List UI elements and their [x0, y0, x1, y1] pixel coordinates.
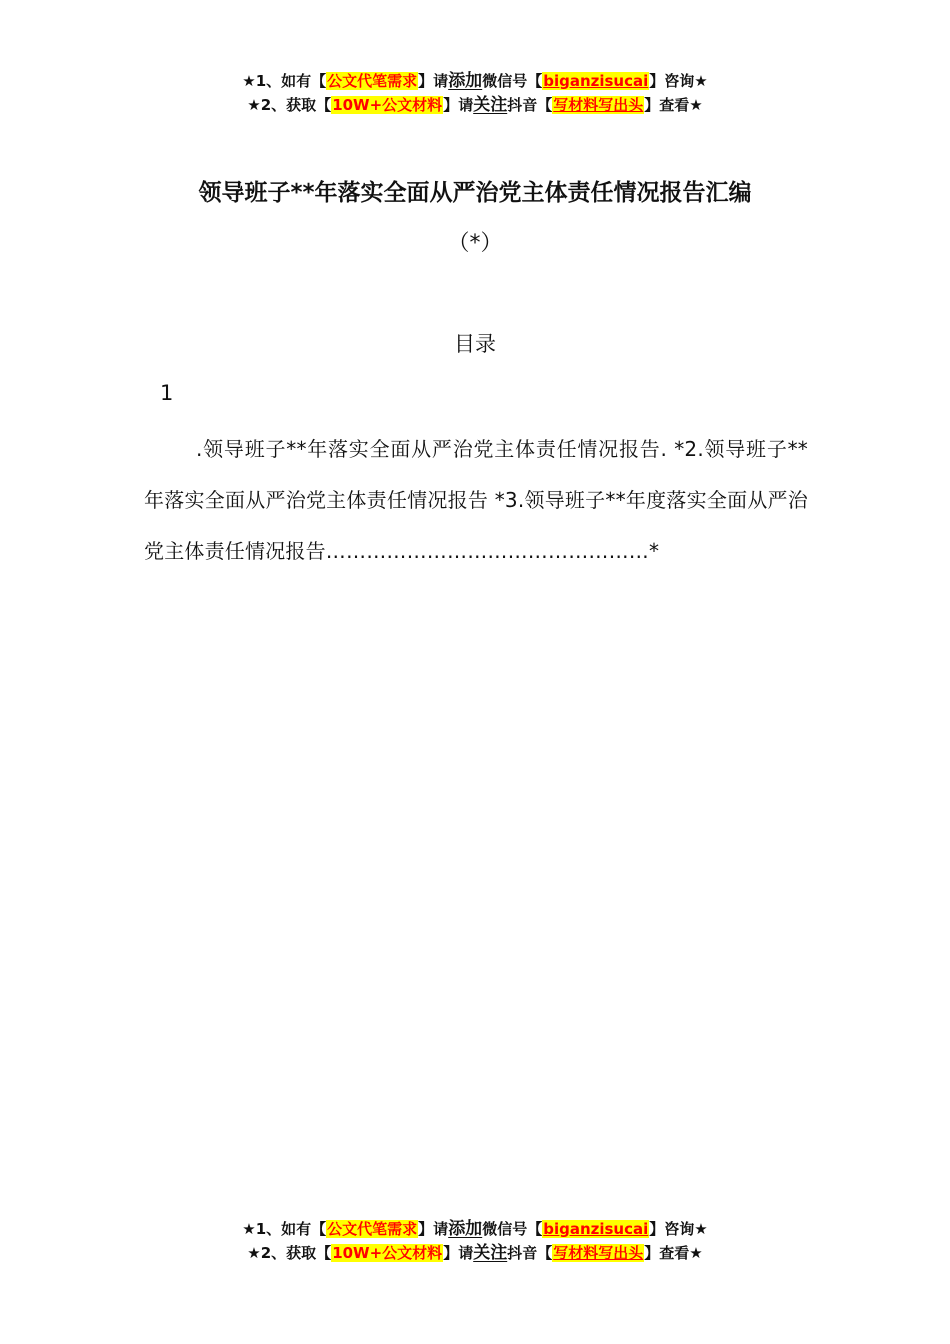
promo-highlight-douyin: 写材料写出头 — [553, 1244, 644, 1262]
promo-line-2-mid2: 抖音【 — [507, 1244, 553, 1262]
promo-line-1 — [0, 1217, 950, 1241]
document-subtitle: （*） — [447, 231, 503, 256]
promo-line-1-prefix: ★1、如有【 — [242, 1220, 327, 1238]
promo-line-1 — [0, 69, 950, 93]
promo-line-2-mid: 】请 — [443, 1244, 474, 1262]
promo-line-1-mid: 】请 — [418, 1220, 449, 1238]
promo-line-2-mid: 】请 — [443, 96, 474, 114]
promo-highlight-wechat-id: biganzisucai — [543, 1220, 649, 1238]
promo-line-1-prefix: ★1、如有【 — [242, 72, 327, 90]
promo-highlight-wechat-id: biganzisucai — [543, 72, 649, 90]
promo-line-1-mid2: 微信号【 — [482, 1220, 543, 1238]
promo-emphasis-add: 添加 — [448, 1219, 483, 1239]
promo-line-2-prefix: ★2、获取【 — [247, 96, 332, 114]
bottom-promo-banner — [0, 1217, 950, 1265]
promo-highlight-materials: 10W+公文材料 — [332, 1244, 443, 1262]
toc-entries: .领导班子**年落实全面从严治党主体责任情况报告. *2.领导班子**年落实全面从严治党主体责任情况报告 *3.领导班子**年度落实全面从严治党主体责任情况报告…………………………………………* — [144, 437, 808, 563]
promo-line-2 — [0, 1241, 950, 1265]
promo-line-2-suffix: 】查看★ — [644, 96, 703, 114]
promo-emphasis-follow: 关注 — [473, 1243, 508, 1263]
promo-line-1-suffix: 】咨询★ — [649, 1220, 708, 1238]
document-title: 领导班子**年落实全面从严治党主体责任情况报告汇编 — [198, 180, 752, 206]
promo-emphasis-follow: 关注 — [473, 95, 508, 115]
promo-line-2-mid2: 抖音【 — [507, 96, 553, 114]
promo-line-2 — [0, 93, 950, 117]
promo-highlight-service: 公文代笔需求 — [327, 1220, 418, 1238]
promo-line-2-suffix: 】查看★ — [644, 1244, 703, 1262]
promo-highlight-materials: 10W+公文材料 — [332, 96, 443, 114]
promo-emphasis-add: 添加 — [448, 71, 483, 91]
promo-line-1-suffix: 】咨询★ — [649, 72, 708, 90]
top-promo-banner — [0, 69, 950, 117]
promo-line-1-mid: 】请 — [418, 72, 449, 90]
promo-line-1-mid2: 微信号【 — [482, 72, 543, 90]
promo-line-2-prefix: ★2、获取【 — [247, 1244, 332, 1262]
promo-highlight-douyin: 写材料写出头 — [553, 96, 644, 114]
toc-number: 1 — [160, 381, 174, 405]
toc-heading: 目录 — [454, 332, 496, 356]
promo-highlight-service: 公文代笔需求 — [327, 72, 418, 90]
